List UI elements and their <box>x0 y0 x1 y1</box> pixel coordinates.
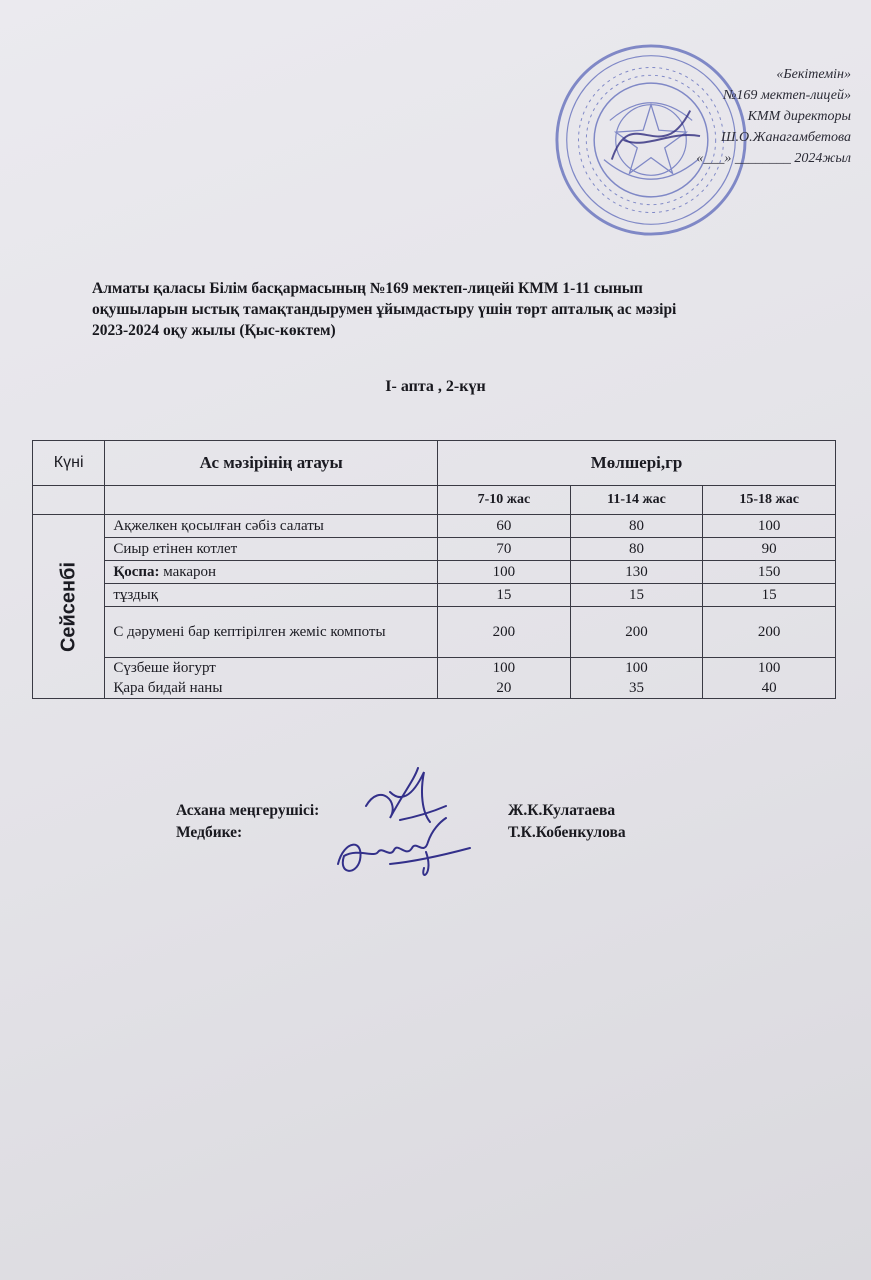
document-title <box>92 278 852 341</box>
signer-name: Т.К.Кобенкулова <box>508 824 626 841</box>
qty-7-10: 70 <box>438 538 571 561</box>
table-header-row <box>33 441 836 486</box>
table-row <box>33 561 836 584</box>
approval-line-1: «Бекітемін» <box>776 67 851 82</box>
age-group-11-14: 11-14 жас <box>570 486 703 515</box>
dish-rest: макарон <box>159 563 217 580</box>
qty-value: 100 <box>757 660 781 676</box>
qty-7-10: 100 <box>438 561 571 584</box>
qty-value: 40 <box>761 680 777 696</box>
qty-value: 20 <box>496 680 512 696</box>
age-group-15-18: 15-18 жас <box>703 486 836 515</box>
header-dish-name: Ас мәзірінің атауы <box>105 441 438 486</box>
qty-11-14: 130 <box>570 561 703 584</box>
dish-name <box>105 561 438 584</box>
qty-11-14: 15 <box>570 584 703 607</box>
qty-15-18: 200 <box>703 607 836 658</box>
table-row <box>33 538 836 561</box>
dish-name: Қара бидай наны <box>113 680 223 696</box>
header-quantity: Мөлшері,гр <box>438 441 836 486</box>
qty-15-18: 150 <box>703 561 836 584</box>
qty-15-18 <box>703 658 836 699</box>
qty-15-18: 15 <box>703 584 836 607</box>
qty-value: 100 <box>625 660 648 676</box>
qty-7-10: 60 <box>438 515 571 538</box>
dish-name: Сиыр етінен котлет <box>105 538 438 561</box>
day-label: Сейсенбі <box>57 561 80 652</box>
dish-name: Ақжелкен қосылған сәбіз салаты <box>105 515 438 538</box>
qty-15-18: 100 <box>703 515 836 538</box>
approval-line-2: №169 мектеп-лицей» <box>723 88 851 103</box>
table-subheader-row <box>33 486 836 515</box>
table-row <box>33 515 836 538</box>
qty-7-10: 200 <box>438 607 571 658</box>
dish-name: С дәрумені бар кептірілген жеміс компоты <box>105 607 438 658</box>
age-group-7-10: 7-10 жас <box>438 486 571 515</box>
qty-11-14: 80 <box>570 515 703 538</box>
qty-11-14 <box>570 658 703 699</box>
dish-name: Сүзбеше йогурт <box>113 660 216 676</box>
qty-11-14: 200 <box>570 607 703 658</box>
signature-nurse <box>330 812 475 888</box>
approval-block <box>551 64 851 169</box>
subheader-empty-name <box>105 486 438 515</box>
title-line-1: Алматы қаласы Білім басқармасының №169 мектеп-лицейі КММ 1-11 сынып <box>92 280 643 297</box>
dish-name-pair <box>105 658 438 699</box>
signer-role: Медбике: <box>176 824 243 841</box>
qty-7-10 <box>438 658 571 699</box>
qty-11-14: 80 <box>570 538 703 561</box>
signer-name: Ж.К.Кулатаева <box>508 802 616 819</box>
qty-7-10: 15 <box>438 584 571 607</box>
approval-line-3: КММ директоры <box>747 109 851 124</box>
subheader-empty-day <box>33 486 105 515</box>
approval-line-5: «___» ________ 2024жыл <box>696 151 851 166</box>
table-row <box>33 584 836 607</box>
week-day-subtitle: І- апта , 2-күн <box>385 378 486 395</box>
title-line-3: 2023-2024 оқу жылы (Қыс-көктем) <box>92 322 336 339</box>
table-row <box>33 658 836 699</box>
menu-table <box>32 440 836 699</box>
table-row <box>33 607 836 658</box>
qty-value: 100 <box>492 660 516 676</box>
signer-role: Асхана меңгерушісі: <box>176 802 320 819</box>
qty-value: 35 <box>629 680 645 696</box>
qty-15-18: 90 <box>703 538 836 561</box>
title-line-2: оқушыларын ыстық тамақтандырумен ұйымдастыру үшін төрт апталық ас мәзірі <box>92 301 677 318</box>
header-day: Күні <box>33 441 105 486</box>
dish-name: тұздық <box>105 584 438 607</box>
day-cell <box>33 515 105 699</box>
approval-line-4: Ш.О.Жанагамбетова <box>720 130 851 145</box>
dish-prefix: Қоспа: <box>113 563 160 580</box>
